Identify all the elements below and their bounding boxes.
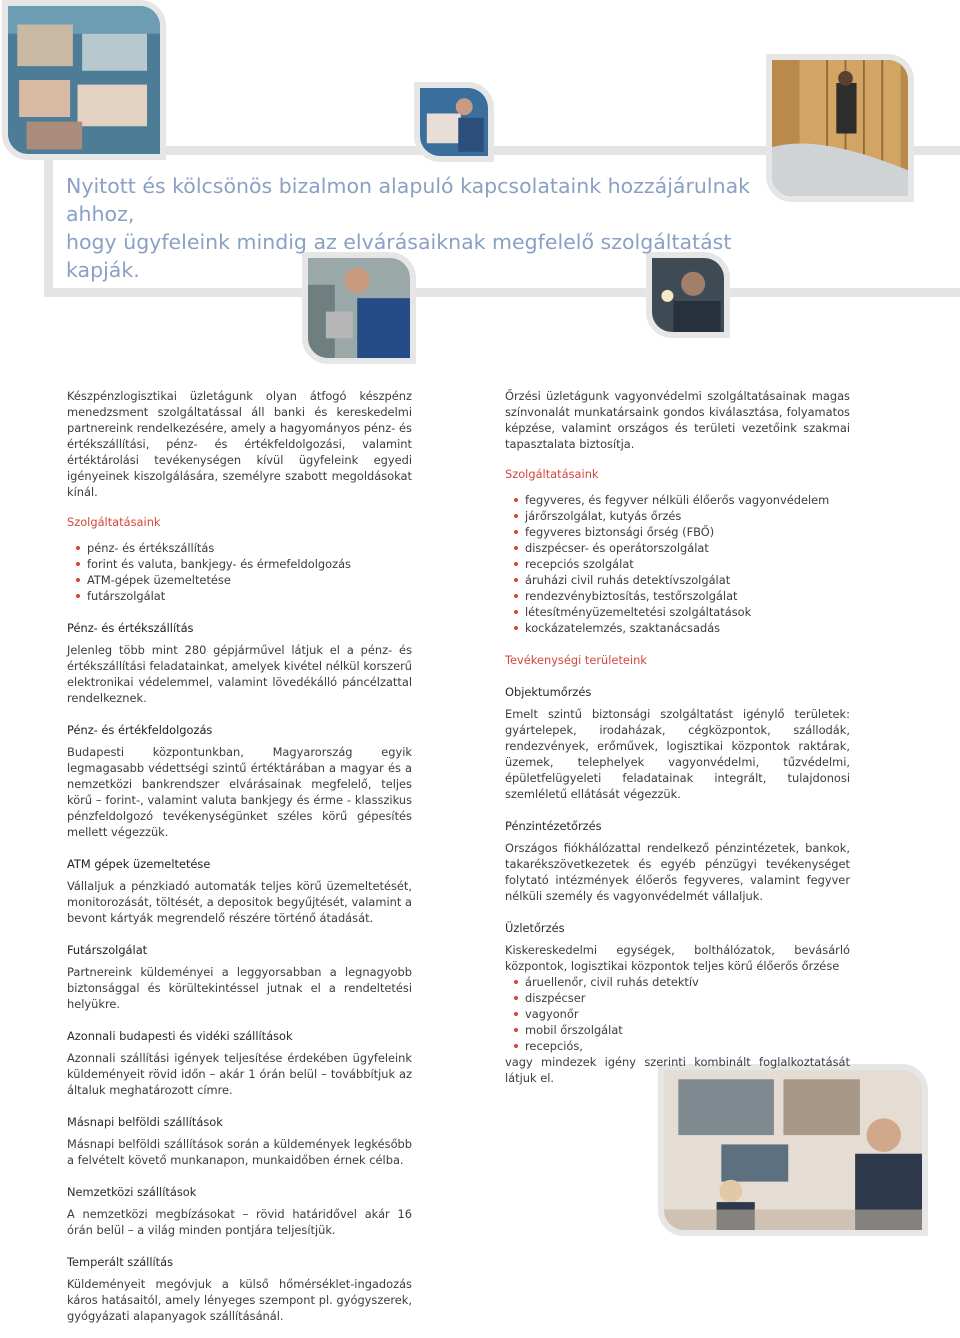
section-title: Temperált szállítás [67, 1255, 174, 1269]
headline [66, 172, 786, 284]
right-services-list [505, 492, 850, 636]
list-item: ATM-gépek üzemeltetése [87, 572, 412, 588]
left-services-title: Szolgáltatásaink [67, 515, 161, 529]
frame-line-left [44, 146, 53, 297]
retail-list [505, 974, 850, 1054]
retail-footer: vagy mindezek igény szerinti kombinált foglalkoztatását látjuk el. [505, 1055, 850, 1085]
section-text: A nemzetközi megbízásokat – rövid határidővel akár 16 órán belül – a világ minden pontjára teljesítjük. [67, 1207, 412, 1237]
list-item: diszpécser [525, 990, 850, 1006]
list-item: rendezvénybiztosítás, testőrszolgálat [525, 588, 850, 604]
left-services-list [67, 540, 412, 604]
section-title: Pénz- és értékszállítás [67, 621, 194, 635]
cash-counting-photo [414, 82, 494, 162]
list-item: recepciós szolgálat [525, 556, 850, 572]
section-title: Futárszolgálat [67, 943, 148, 957]
section-title: Nemzetközi szállítások [67, 1185, 197, 1199]
cash-logistics-intro: Készpénzlogisztikai üzletágunk olyan átfogó készpénz menedzsment szolgáltatással áll banki és kereskedelmi partnereink rendelkezésére, amely a hagyományos pénz- és értékszállítási, pénz- és értékfeldolgozási, valamint értéktárolási tevékenységen kívül ügyfeleink egyedi igényeinek kiszolgálására, személyre szabott megoldásokat kínál. [67, 389, 412, 499]
list-item: mobil őrszolgálat [525, 1022, 850, 1038]
list-item: recepciós, [525, 1038, 850, 1054]
list-item: forint és valuta, bankjegy- és érmefeldolgozás [87, 556, 412, 572]
headline-line-2: hogy ügyfeleink mindig az elvárásaiknak megfelelő szolgáltatást kapják. [66, 230, 732, 282]
list-item: kockázatelemzés, szaktanácsadás [525, 620, 850, 636]
list-item: fegyveres biztonsági őrség (FBŐ) [525, 524, 850, 540]
section-text: Partnereink küldeményei a leggyorsabban a legnagyobb biztonsággal és körültekintéssel jutnak el a rendeltetési helyükre. [67, 965, 412, 1011]
section-text: Országos fiókhálózattal rendelkező pénzintézetek, bankok, takarékszövetkezetek és egyéb pénzügyi tevékenységet folytató intézmények élőerős fegyveres, valamint fegyver nélküli személy és vagyonvédelmét vállaljuk. [505, 841, 850, 903]
section-text: Jelenleg több mint 280 gépjárművel látjuk el a pénz- és értékszállítási feladatainkat, amelyek kivétel nélkül korszerű elektronikai védelemmel, valamint lövedékálló páncélzattal rendelkeznek. [67, 643, 412, 705]
list-item: áruellenőr, civil ruhás detektív [525, 974, 850, 990]
guarding-intro: Őrzési üzletágunk vagyonvédelmi szolgáltatásainak magas színvonalát munkatársaink gondos kiválasztása, folyamatos képzése, valamint országos és területi vezetőink szakmai tapasztalata biztosítja. [505, 389, 850, 451]
section-title: Másnapi belföldi szállítások [67, 1115, 223, 1129]
list-item: járőrszolgálat, kutyás őrzés [525, 508, 850, 524]
section-text: Kiskereskedelmi egységek, bolthálózatok, bevásárló központok, logisztikai központok teljes körű élőerős őrzése [505, 943, 850, 973]
list-item: fegyveres, és fegyver nélküli élőerős vagyonvédelem [525, 492, 850, 508]
cash-bundles-photo [2, 0, 166, 160]
list-item: futárszolgálat [87, 588, 412, 604]
list-item: diszpécser- és operátorszolgálat [525, 540, 850, 556]
section-title: Üzletőrzés [505, 921, 565, 935]
list-item: létesítményüzemeltetési szolgáltatások [525, 604, 850, 620]
section-text: Vállaljuk a pénzkiadó automaták teljes körű üzemeltetését, monitorozását, töltését, a depositok begyűjtését, valamint a bevont kártyák megrendelő részére történő átadását. [67, 879, 412, 925]
section-text: Budapesti központunkban, Magyarország egyik legmagasabb védettségi szintű értéktárában a magyar és a nemzetközi bankrendszer elvárásainak megfelelő, teljes körű – forint-, valamint valuta bankjegy és érme - klasszikus pénzfeldolgozó tevékenységünket széles körű gépesítés mellett végezzük. [67, 745, 412, 839]
frame-line-bottom [44, 288, 960, 297]
section-text: Másnapi belföldi szállítások során a küldemények legkésőbb a felvételt követő munkanapon, munkaidőben érnek célba. [67, 1137, 412, 1167]
section-title: Pénzintézetőrzés [505, 819, 602, 833]
section-title: ATM gépek üzemeltetése [67, 857, 211, 871]
list-item: pénz- és értékszállítás [87, 540, 412, 556]
section-title: Pénz- és értékfeldolgozás [67, 723, 213, 737]
section-text: Küldeményeit megóvjuk a külső hőmérséklet-ingadozás káros hatásaitól, amely lényeges szempont pl. gyógyszerek, gyógyázati alapanyagok szállításánál. [67, 1277, 412, 1323]
right-column [505, 388, 850, 1100]
section-title: Objektumőrzés [505, 685, 592, 699]
security-car-gate-photo [766, 54, 914, 202]
left-column [67, 388, 412, 1338]
headline-line-1: Nyitott és kölcsönös bizalmon alapuló kapcsolataink hozzájárulnak ahhoz, [66, 174, 751, 226]
section-text: Emelt szintű biztonsági szolgáltatást igénylő területek: gyártelepek, irodaházak, cégközpontok, szállodák, rendezvények, erőművek, logisztikai központok raktárak, üzemek, telephelyek vagyonvédelmi, tűzvédelmi, épületfelügyeleti feladatainak integrált, tulajdonosi szemléletű ellátását végezzük. [505, 707, 850, 801]
section-text: Azonnali szállítási igények teljesítése érdekében ügyfeleink küldeményeit rövid időn – akár 1 órán belül – továbbítjuk az általuk meghatározott címre. [67, 1051, 412, 1097]
areas-title: Tevékenységi területeink [505, 653, 647, 667]
list-item: áruházi civil ruhás detektívszolgálat [525, 572, 850, 588]
right-services-title: Szolgáltatásaink [505, 467, 599, 481]
list-item: vagyonőr [525, 1006, 850, 1022]
section-title: Azonnali budapesti és vidéki szállítások [67, 1029, 293, 1043]
